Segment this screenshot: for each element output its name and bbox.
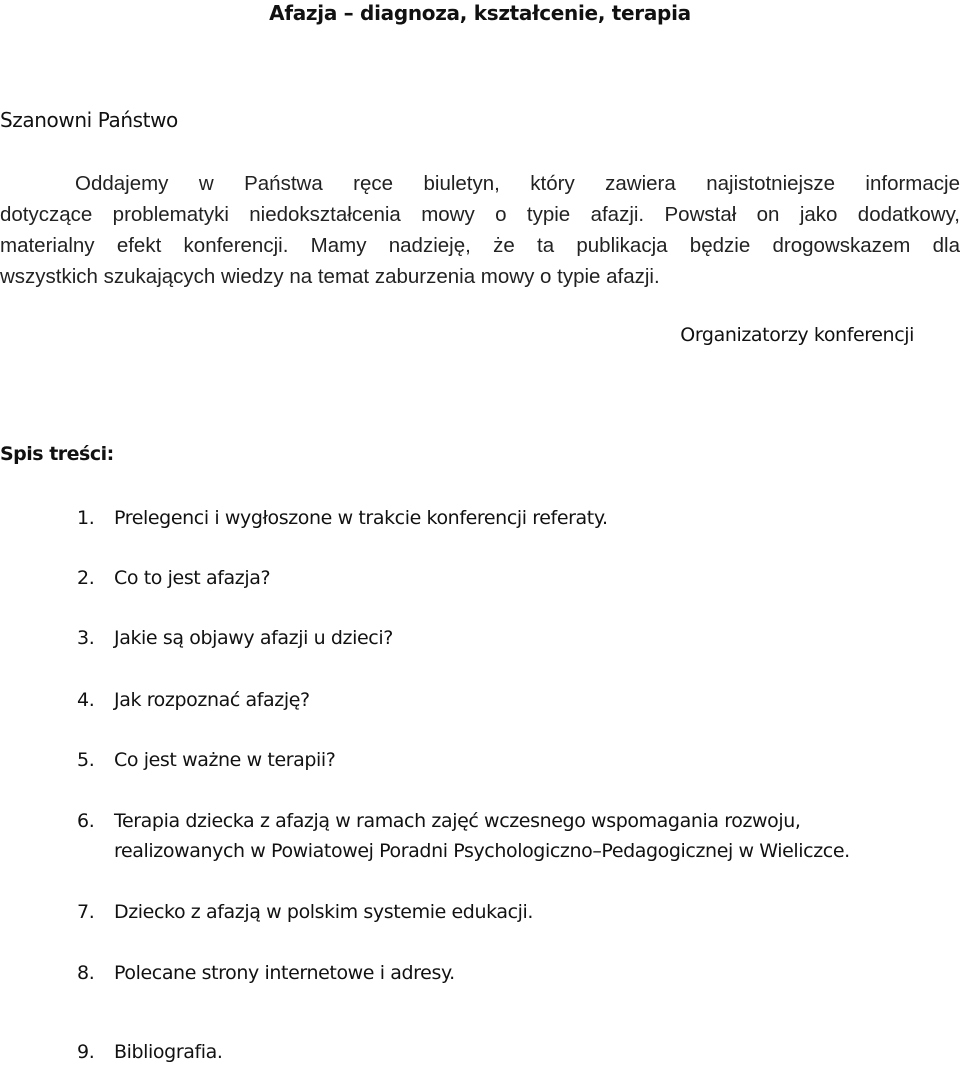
toc-item: [77, 745, 336, 775]
toc-item: [77, 806, 850, 866]
signature: Organizatorzy konferencji: [680, 324, 914, 346]
intro-line: wszystkich szukających wiedzy na temat zaburzenia mowy o typie afazji.: [0, 265, 660, 288]
toc-item: [77, 623, 393, 653]
toc-item-number: 5.: [77, 749, 95, 771]
toc-item-text: Co jest ważne w terapii?: [114, 749, 336, 771]
toc-item-number: 3.: [77, 627, 95, 649]
toc-item-text: Prelegenci i wygłoszone w trakcie konferencji referaty.: [114, 507, 608, 529]
toc-item-text: Polecane strony internetowe i adresy.: [114, 962, 455, 984]
toc-item-text-continued: realizowanych w Powiatowej Poradni Psychologiczno–Pedagogicznej w Wieliczce.: [114, 840, 850, 862]
intro-line: dotyczące problematyki niedokształcenia mowy o typie afazji. Powstał on jako dodatkowy,: [0, 203, 960, 226]
toc-item-text: Jakie są objawy afazji u dzieci?: [114, 627, 393, 649]
toc-item: [77, 958, 455, 988]
toc-item-number: 6.: [77, 810, 95, 832]
toc-item-number: 2.: [77, 567, 95, 589]
toc-item-text: Co to jest afazja?: [114, 567, 271, 589]
toc-item-text: Dziecko z afazją w polskim systemie edukacji.: [114, 901, 534, 923]
document-title: Afazja – diagnoza, kształcenie, terapia: [269, 1, 691, 25]
toc-item: [77, 685, 310, 715]
greeting: Szanowni Państwo: [0, 108, 178, 132]
toc-item: [77, 503, 608, 533]
toc-item: [77, 1037, 223, 1067]
toc-item: [77, 563, 270, 593]
toc-item-text: Bibliografia.: [114, 1041, 223, 1063]
toc-item-text: Jak rozpoznać afazję?: [114, 689, 310, 711]
toc-item-number: 7.: [77, 901, 95, 923]
toc-item: [77, 897, 533, 927]
toc-item-number: 4.: [77, 689, 95, 711]
toc-item-text: Terapia dziecka z afazją w ramach zajęć wczesnego wspomagania rozwoju,: [114, 810, 801, 832]
intro-line: materialny efekt konferencji. Mamy nadzieję, że ta publikacja będzie drogowskazem dla: [0, 234, 960, 257]
intro-paragraph: [0, 168, 960, 292]
toc-item-number: 9.: [77, 1041, 95, 1063]
toc-item-number: 8.: [77, 962, 95, 984]
toc-item-number: 1.: [77, 507, 95, 529]
intro-line: Oddajemy w Państwa ręce biuletyn, który zawiera najistotniejsze informacje: [75, 172, 960, 195]
toc-heading: Spis treści:: [0, 443, 114, 465]
